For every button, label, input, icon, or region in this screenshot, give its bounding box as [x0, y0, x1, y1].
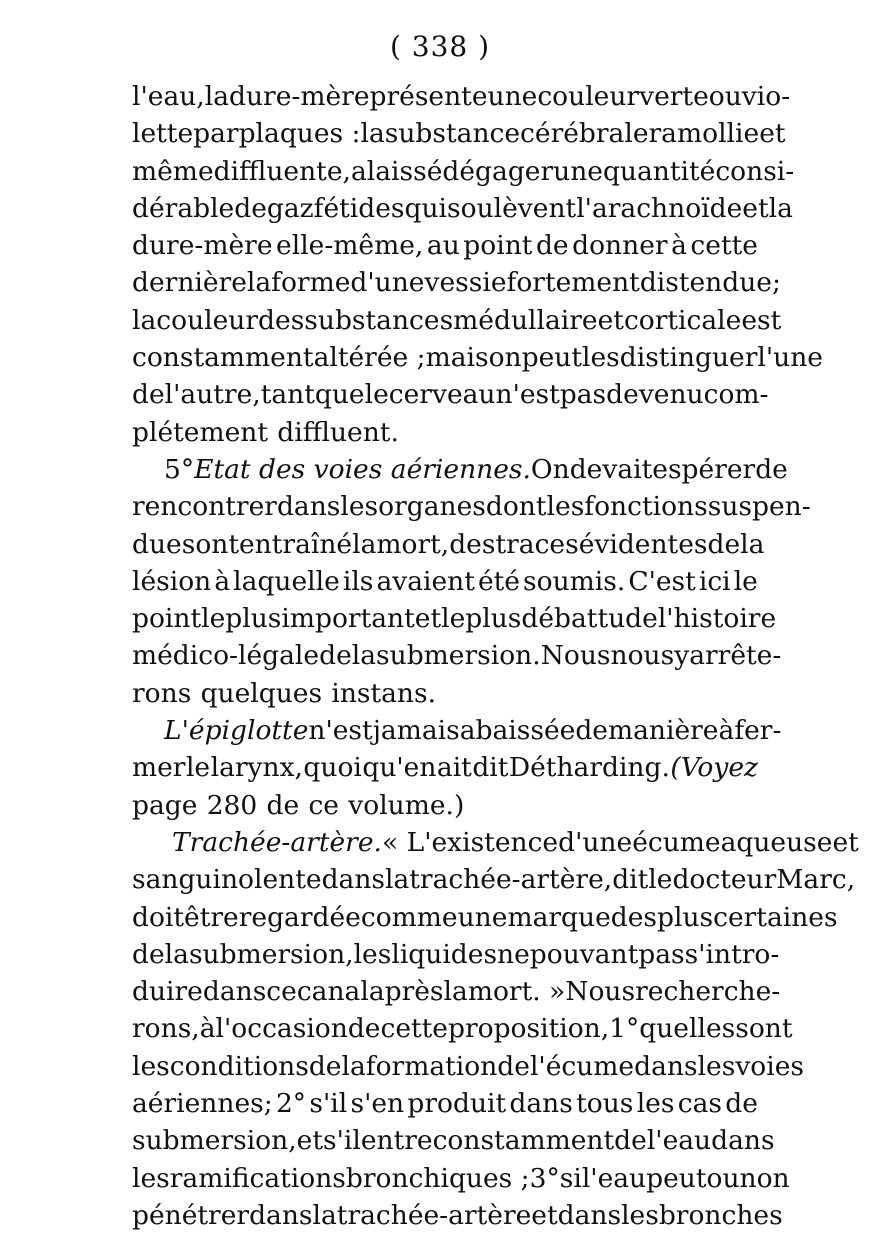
word: de: [707, 528, 741, 560]
word: 2°: [275, 1088, 307, 1120]
word: mort. »: [467, 976, 566, 1008]
word: pas: [638, 938, 685, 970]
word: n'est: [308, 715, 373, 747]
word: voies: [735, 1050, 804, 1082]
word: Etat des voies aériennes.: [194, 453, 531, 485]
word: cas: [677, 1088, 722, 1120]
word: 3°: [529, 1162, 560, 1194]
word: dans: [711, 1125, 775, 1157]
word: nous: [610, 640, 675, 672]
word: aqueuse: [720, 826, 833, 858]
word: conditions: [169, 1050, 309, 1082]
word: écume: [632, 826, 721, 858]
text-line-22: [132, 861, 856, 898]
word: à: [671, 230, 687, 262]
word: vio-: [741, 81, 791, 112]
word: non: [739, 1162, 790, 1194]
word: trachée-artère: [336, 1199, 532, 1231]
word: les: [340, 491, 379, 523]
word: et: [531, 1199, 558, 1231]
word: constamment: [132, 342, 314, 374]
word: la: [360, 118, 385, 150]
word: l'autre,: [164, 379, 261, 411]
text-line-21: [132, 824, 859, 861]
word: suspen-: [707, 491, 811, 523]
word: pénétrer: [132, 1199, 250, 1231]
word: comme: [360, 901, 458, 933]
text-line-6: [132, 264, 781, 301]
word: la: [385, 864, 410, 896]
word: C'est: [628, 565, 696, 597]
word: la: [246, 267, 272, 299]
word: mort,: [376, 528, 450, 560]
word: dans: [509, 1088, 573, 1120]
word: à: [214, 565, 231, 597]
word: devenu: [606, 379, 704, 411]
word: fétides: [313, 192, 405, 224]
word: débattu: [521, 603, 626, 635]
word: rons: [132, 677, 192, 709]
word: peut: [521, 342, 582, 374]
word: que: [314, 379, 365, 411]
word: une: [553, 155, 603, 187]
word: verte: [639, 81, 709, 112]
word: et: [597, 304, 624, 336]
word: dérable: [132, 192, 235, 224]
word: d'une: [350, 267, 425, 299]
word: dont: [485, 491, 547, 523]
word: quoi: [303, 752, 362, 784]
word: de: [308, 1050, 342, 1082]
word: s'en: [350, 1088, 405, 1120]
word: page: [132, 789, 198, 821]
word: l'histoire: [657, 603, 777, 635]
word: de: [234, 192, 267, 224]
word: Marc,: [776, 864, 856, 896]
word: diffluent.: [277, 416, 399, 448]
word: certaines: [713, 901, 838, 933]
word: été: [477, 565, 520, 597]
word: 280: [206, 789, 258, 821]
word: plus: [657, 901, 714, 933]
word: la: [352, 528, 377, 560]
word: Nous: [565, 976, 636, 1008]
text-line-3: [132, 153, 795, 190]
word: l'arachnoïde: [576, 192, 743, 224]
text-line-20: [132, 787, 758, 824]
word: dans: [321, 864, 385, 896]
word: dernière: [132, 267, 247, 299]
word: submersion,: [132, 1125, 297, 1157]
word: et: [759, 118, 786, 150]
word: pas: [559, 379, 607, 411]
text-line-2: [132, 115, 786, 152]
word: bronchiques ;: [345, 1162, 530, 1194]
word: médico: [132, 640, 230, 672]
word: pouvant: [529, 938, 639, 970]
word: Nous: [540, 640, 611, 672]
word: dans: [276, 491, 341, 523]
word: dure-mère: [132, 230, 273, 262]
word: dégager: [442, 155, 554, 187]
text-line-11: [132, 451, 788, 488]
word: qui: [404, 192, 448, 224]
word: On: [530, 453, 570, 485]
word: corticale: [623, 304, 742, 336]
word: même: [132, 155, 214, 187]
word: ramifications: [169, 1162, 346, 1194]
text-line-1: [132, 78, 791, 115]
word: qu'en: [362, 752, 437, 784]
word: regardée: [238, 901, 361, 933]
word: larynx,: [210, 752, 303, 784]
word: l'eau: [581, 1162, 647, 1194]
word: la: [740, 528, 765, 560]
word: les: [132, 1050, 170, 1082]
word: volume.): [348, 789, 465, 821]
word: le: [648, 864, 673, 896]
word: duire: [132, 976, 203, 1008]
word: ce: [308, 789, 339, 821]
word: canal: [296, 976, 369, 1008]
word: être: [184, 901, 239, 933]
word: tous: [576, 1088, 634, 1120]
word: 1°: [609, 1013, 640, 1045]
word: l'eau,: [132, 81, 205, 112]
word: ce: [266, 976, 297, 1008]
word: les: [353, 938, 392, 970]
word: à: [718, 715, 735, 747]
word: consi-: [715, 155, 795, 187]
text-line-13: [132, 526, 765, 563]
word: constamment: [432, 1125, 615, 1157]
word: abaissée: [459, 715, 576, 747]
word: et: [742, 192, 769, 224]
word: des: [610, 901, 657, 933]
word: le: [364, 379, 389, 411]
word: ont: [195, 528, 239, 560]
word: dans: [634, 1050, 698, 1082]
word: s'intro-: [684, 938, 780, 970]
word: de: [535, 230, 569, 262]
word: la: [341, 1050, 366, 1082]
word: lette: [132, 118, 194, 150]
word: de: [755, 453, 788, 485]
word: proposition,: [448, 1013, 610, 1045]
word: quelles: [639, 1013, 736, 1045]
word: dure-mère: [229, 81, 370, 112]
word: la: [164, 938, 189, 970]
word: y: [674, 640, 690, 672]
word: distendue;: [639, 267, 781, 299]
word: substances: [304, 304, 454, 336]
word: traces: [495, 528, 579, 560]
word: les: [697, 1050, 736, 1082]
word: entraîné: [239, 528, 353, 560]
word: (Voyez: [670, 752, 758, 784]
word: la: [768, 192, 793, 224]
word: par: [193, 118, 239, 150]
word: aériennes;: [132, 1088, 273, 1120]
word: d'une: [558, 826, 633, 858]
word: ou: [708, 81, 742, 112]
word: le: [201, 603, 226, 635]
word: la: [204, 81, 230, 112]
word: on: [488, 342, 522, 374]
word: peut: [646, 1162, 707, 1194]
word: soulèvent: [447, 192, 577, 224]
word: de: [625, 603, 658, 635]
text-line-17: [132, 675, 758, 712]
word: vessie: [424, 267, 507, 299]
word: rons,: [132, 1013, 200, 1045]
word: mer: [132, 752, 186, 784]
text-line-5: [132, 227, 758, 264]
text-line-27: [132, 1048, 804, 1085]
word: ne: [497, 938, 530, 970]
word: docteur: [672, 864, 777, 896]
word: recherche-: [635, 976, 781, 1008]
word: si: [559, 1162, 582, 1194]
word: plaques :: [238, 118, 361, 150]
word: l'occasion: [215, 1013, 348, 1045]
word: ici: [698, 565, 731, 597]
word: plus: [225, 603, 282, 635]
word: jamais: [372, 715, 460, 747]
text-line-19: [132, 749, 758, 786]
word: « L'existence: [381, 826, 559, 858]
word: la: [443, 976, 468, 1008]
word: de: [497, 1050, 530, 1082]
text-line-8: [132, 339, 823, 376]
word: la: [132, 304, 157, 336]
word: cette: [690, 230, 758, 262]
word: la: [312, 1199, 337, 1231]
word: submersion,: [188, 938, 354, 970]
text-line-30: [132, 1160, 790, 1197]
word: Trachée-artère.: [172, 826, 382, 858]
word: ou: [706, 1162, 740, 1194]
word: évidentes: [578, 528, 708, 560]
text-line-24: [132, 936, 780, 973]
word: le: [441, 603, 466, 635]
word: dans: [202, 976, 267, 1008]
word: elle-même,: [276, 230, 424, 262]
page-number: ( 338 ): [389, 30, 491, 63]
word: à: [199, 1013, 216, 1045]
word: des: [449, 528, 496, 560]
word: et: [296, 1125, 323, 1157]
word: le: [733, 565, 758, 597]
text-line-18: [132, 712, 782, 749]
word: quelques: [200, 677, 323, 709]
word: s'il: [322, 1125, 361, 1157]
text-line-29: [132, 1122, 775, 1159]
word: l'une: [757, 342, 823, 374]
word: rencontrer: [132, 491, 277, 523]
word: les: [636, 1088, 675, 1120]
word: les: [132, 1162, 170, 1194]
word: dans: [557, 1199, 622, 1231]
word: doit: [132, 901, 185, 933]
word: fortement: [506, 267, 640, 299]
word: couleur: [156, 304, 259, 336]
text-line-26: [132, 1010, 793, 1047]
word: présente: [369, 81, 488, 112]
word: dit: [472, 752, 509, 784]
word: ait: [436, 752, 472, 784]
word: instans.: [331, 677, 437, 709]
word: liquides: [391, 938, 498, 970]
word: de: [132, 379, 165, 411]
word: ils: [342, 565, 374, 597]
word: point: [132, 603, 202, 635]
word: couleur: [537, 81, 640, 112]
word: est: [741, 304, 782, 336]
text-line-14: [132, 563, 758, 600]
word: soumis.: [523, 565, 626, 597]
text-line-16: [132, 637, 782, 674]
text-line-25: [132, 973, 781, 1010]
word: légale: [238, 640, 320, 672]
word: gaz: [266, 192, 314, 224]
word: une: [487, 81, 538, 112]
word: dans: [249, 1199, 313, 1231]
text-line-15: [132, 600, 777, 637]
text-line-4: [132, 190, 793, 227]
word: l'écume: [529, 1050, 635, 1082]
word: les: [546, 491, 585, 523]
word: plus: [465, 603, 522, 635]
word: dit: [612, 864, 649, 896]
word: diffluente,: [213, 155, 351, 187]
word: après: [368, 976, 444, 1008]
word: 5°: [164, 453, 195, 485]
word: de: [725, 1088, 758, 1120]
word: marque: [507, 901, 611, 933]
word: cette: [380, 1013, 448, 1045]
word: altérée ;: [313, 342, 426, 374]
word: laissé: [366, 155, 443, 187]
word: entre: [360, 1125, 433, 1157]
word: quantité: [602, 155, 716, 187]
word: produit: [407, 1088, 507, 1120]
word: formation: [365, 1050, 498, 1082]
word: les: [582, 342, 620, 374]
word: devait: [569, 453, 653, 485]
word: bronches: [658, 1199, 783, 1231]
word: mais: [425, 342, 489, 374]
word: de: [319, 640, 352, 672]
word: trachée-artère,: [409, 864, 613, 896]
word: distinguer: [619, 342, 758, 374]
body-text: [132, 78, 859, 1234]
word: cérébrale: [520, 118, 649, 150]
word: avaient: [376, 565, 475, 597]
word: -: [229, 640, 239, 672]
word: et: [414, 603, 442, 635]
text-line-12: [132, 488, 811, 525]
word: s'il: [309, 1088, 348, 1120]
word: organes: [378, 491, 486, 523]
word: a: [350, 155, 367, 187]
word: arrête-: [689, 640, 782, 672]
word: de: [575, 715, 608, 747]
word: donner: [572, 230, 668, 262]
word: lésion: [132, 565, 212, 597]
word: fer-: [734, 715, 782, 747]
word: l'eau: [646, 1125, 712, 1157]
word: médullaire: [453, 304, 598, 336]
word: submersion.: [376, 640, 541, 672]
word: substance: [384, 118, 521, 150]
word: tant: [260, 379, 315, 411]
word: cerveau: [388, 379, 496, 411]
text-line-9: [132, 376, 769, 413]
word: L'épiglotte: [164, 715, 309, 747]
word: sanguinolente: [132, 864, 322, 896]
word: espérer: [652, 453, 756, 485]
word: de: [347, 1013, 381, 1045]
word: et: [832, 826, 859, 858]
word: point: [463, 230, 533, 262]
word: de: [132, 938, 165, 970]
word: manière: [607, 715, 719, 747]
word: des: [258, 304, 305, 336]
word: une: [457, 901, 508, 933]
word: n'est: [495, 379, 560, 411]
text-line-23: [132, 899, 838, 936]
word: au: [426, 230, 460, 262]
word: sont: [735, 1013, 793, 1045]
word: de: [614, 1125, 647, 1157]
word: le: [185, 752, 211, 784]
word: laquelle: [233, 565, 340, 597]
word: la: [351, 640, 377, 672]
word: important: [281, 603, 415, 635]
word: com-: [703, 379, 769, 411]
word: ramollie: [648, 118, 760, 150]
text-line-28: [132, 1085, 758, 1122]
text-line-7: [132, 302, 782, 339]
text-line-31: [132, 1197, 783, 1234]
word: forme: [271, 267, 351, 299]
word: Détharding.: [508, 752, 670, 784]
word: dues: [132, 528, 196, 560]
word: plétement: [132, 416, 268, 448]
word: les: [621, 1199, 659, 1231]
word: de: [266, 789, 300, 821]
word: fonctions: [584, 491, 708, 523]
text-line-10: [132, 414, 758, 451]
